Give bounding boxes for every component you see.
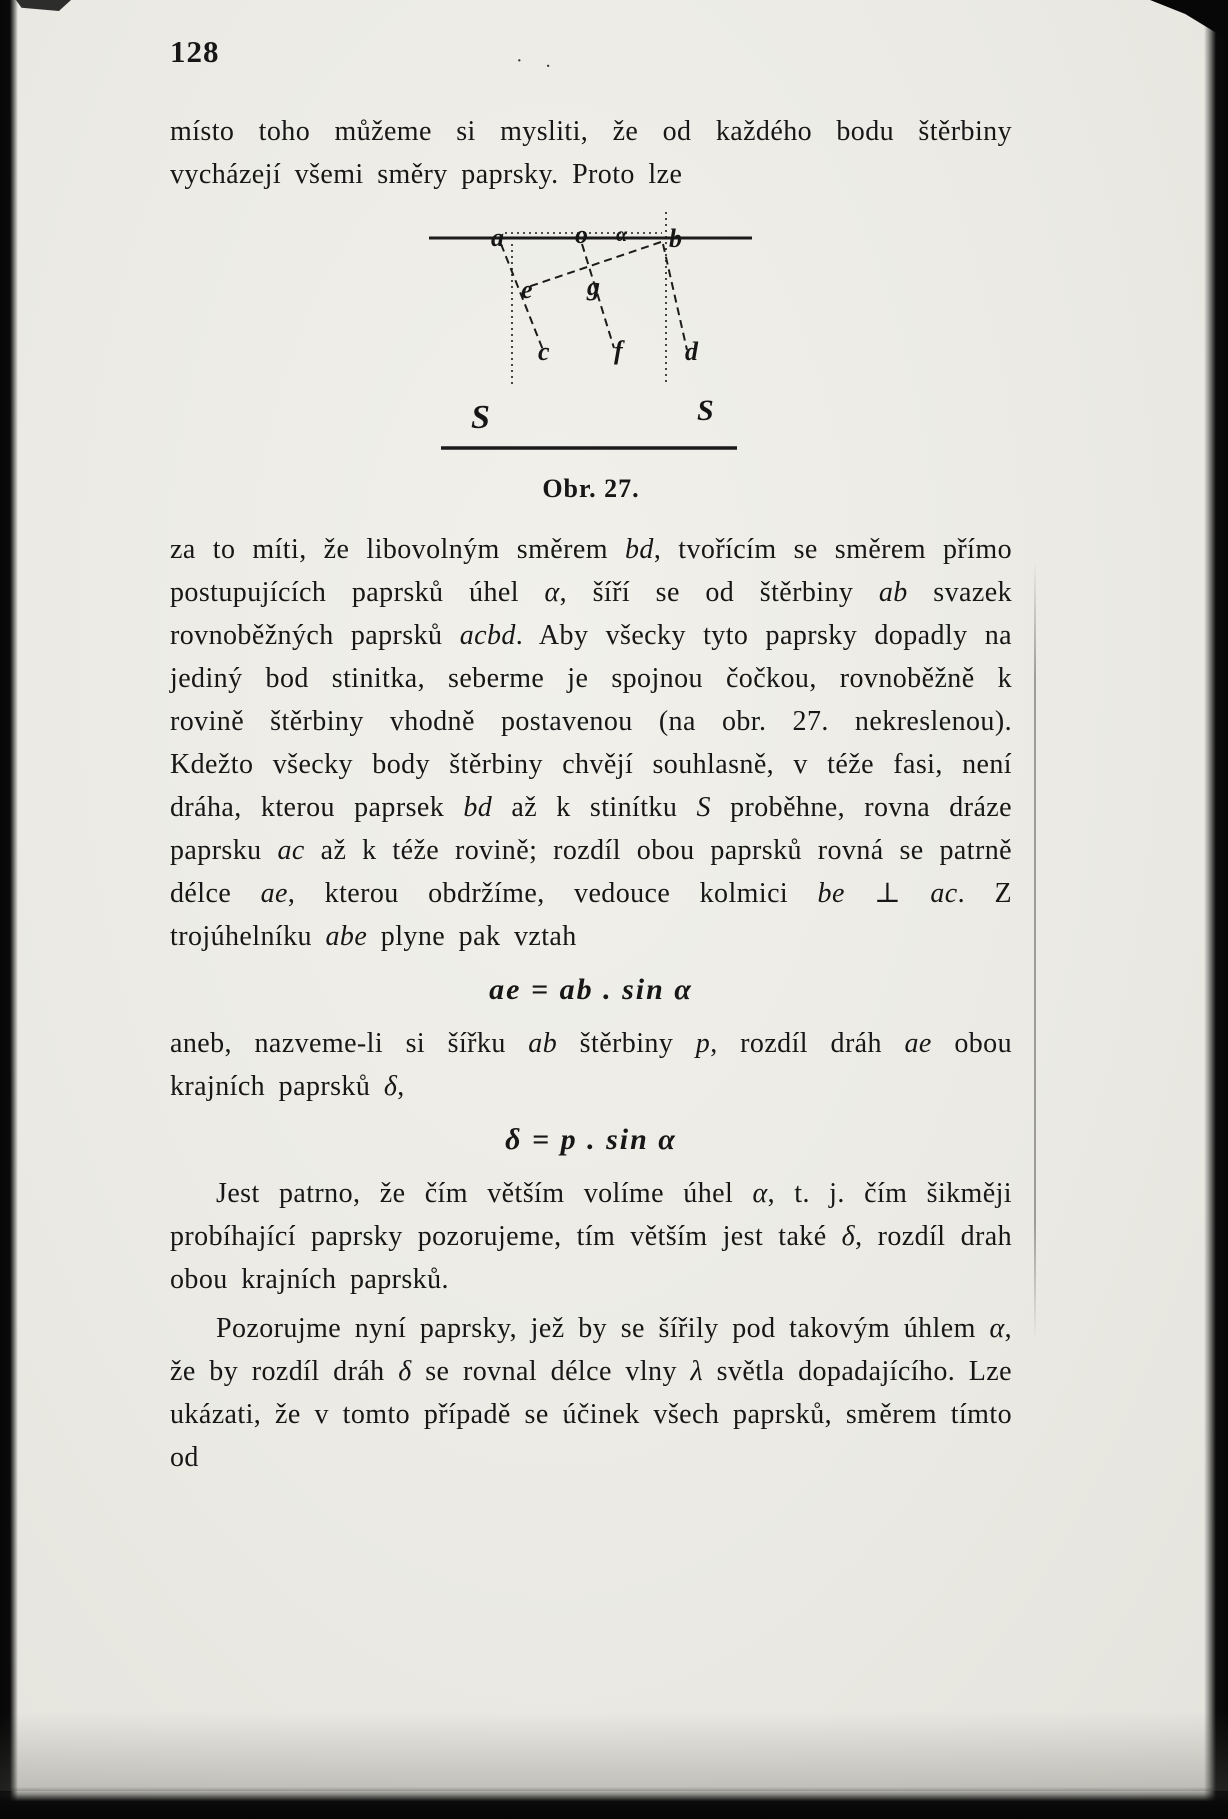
figure-label-o: o (575, 220, 588, 249)
figure-caption: Obr. 27. (542, 474, 640, 503)
figure-label-c: c (538, 337, 550, 366)
figure-diagram (421, 210, 761, 460)
figure-label-alpha: α (616, 224, 628, 246)
math-term: acbd (459, 620, 516, 651)
scan-edge-bottom (0, 1787, 1228, 1819)
math-term: ab (559, 973, 594, 1006)
math-term: abe (325, 921, 368, 952)
ink-specks: · . (516, 50, 560, 72)
binding-crease (1034, 560, 1036, 1340)
equation-ae: ae = ab . sin α (489, 973, 693, 1006)
math-term: ae (260, 878, 288, 909)
page-number: 128 (170, 34, 220, 69)
figure-label-e: e (521, 275, 533, 304)
figure-label-a: a (491, 223, 504, 252)
figure-label-s-left: S (471, 399, 490, 436)
math-term: be (817, 878, 845, 909)
math-term: δ (398, 1356, 412, 1387)
math-term: α (989, 1313, 1005, 1344)
paragraph-pozorujme: Pozorujme nyní paprsky, jež by se šířily pod takovým úhlem α, že by rozdíl dráh δ se rovnal délce vlny λ světla dopadajícího. Lze ukázati, že v tomto případě se účinek všech paprsků, směrem tímto od (170, 1313, 1012, 1473)
scan-edge-right (1204, 0, 1228, 1819)
math-term: α (544, 577, 560, 608)
math-term: ab (878, 577, 908, 608)
math-term: δ (383, 1071, 398, 1102)
paragraph-intro: místo toho můžeme si mysliti, že od každého bodu štěrbiny vycházejí všemi směry paprsky. Proto lze (170, 116, 1012, 190)
math-term: α (752, 1178, 768, 1209)
math-term: δ (841, 1221, 856, 1252)
figure-label-f: f (614, 336, 623, 365)
math-term: bd (625, 534, 654, 565)
math-term: p (560, 1123, 578, 1156)
paragraph-jest: Jest patrno, že čím větším volíme úhel α, t. j. čím šikměji probíhající paprsky pozorujeme, tím větším jest také δ, rozdíl drah obou krajních paprsků. (170, 1178, 1013, 1295)
math-term: α (658, 1123, 677, 1156)
math-term: bd (463, 792, 493, 823)
math-term: p (695, 1028, 711, 1059)
scan-edge-left (0, 0, 18, 1819)
paragraph-main: za to míti, že libovolným směrem bd, tvořícím se směrem přímo postupujících paprsků úhel α, šíří se od štěrbiny ab svazek rovnoběžných paprsků acbd. Aby všecky tyto paprsky dopadly na jediný bod stinitka, seberme je spojnou čočkou, rovnoběžně k rovině štěrbiny vhodně postavenou (na obr. 27. nekreslenou). Kdežto všecky body štěrbiny chvějí souhlasně, v téže fasi, není dráha, kterou paprsek bd až k stinítku S proběhne, rovna dráze paprsku ac až k téže rovině; rozdíl obou paprsků rovná se patrně délce ae, kterou obdržíme, vedouce kolmici be ⊥ ac. Z trojúhelníku abe plyne pak vztah (170, 534, 1012, 952)
math-term: δ (505, 1123, 523, 1156)
page-content (170, 0, 1012, 1479)
math-term: ac (930, 878, 958, 909)
math-term: ab (528, 1028, 558, 1059)
equation-delta: δ = p . sin α (505, 1123, 677, 1156)
figure-label-d: d (685, 337, 698, 366)
math-term: S (696, 792, 711, 823)
figure-label-s-right: S (697, 394, 714, 427)
math-term: α (674, 973, 693, 1006)
figure-label-g: g (587, 272, 600, 301)
figure-obr-27 (170, 210, 1012, 504)
math-term: ae (904, 1028, 932, 1059)
math-term: ac (277, 835, 305, 866)
math-term: λ (690, 1356, 704, 1387)
scan-bottom-shade (0, 1711, 1228, 1791)
figure-label-b: b (669, 224, 682, 253)
math-term: ae (489, 973, 522, 1006)
scan-corner-top-left (16, 0, 71, 11)
paragraph-aneb: aneb, nazveme-li si šířku ab štěrbiny p, rozdíl dráh ae obou krajních paprsků δ, (170, 1028, 1012, 1102)
